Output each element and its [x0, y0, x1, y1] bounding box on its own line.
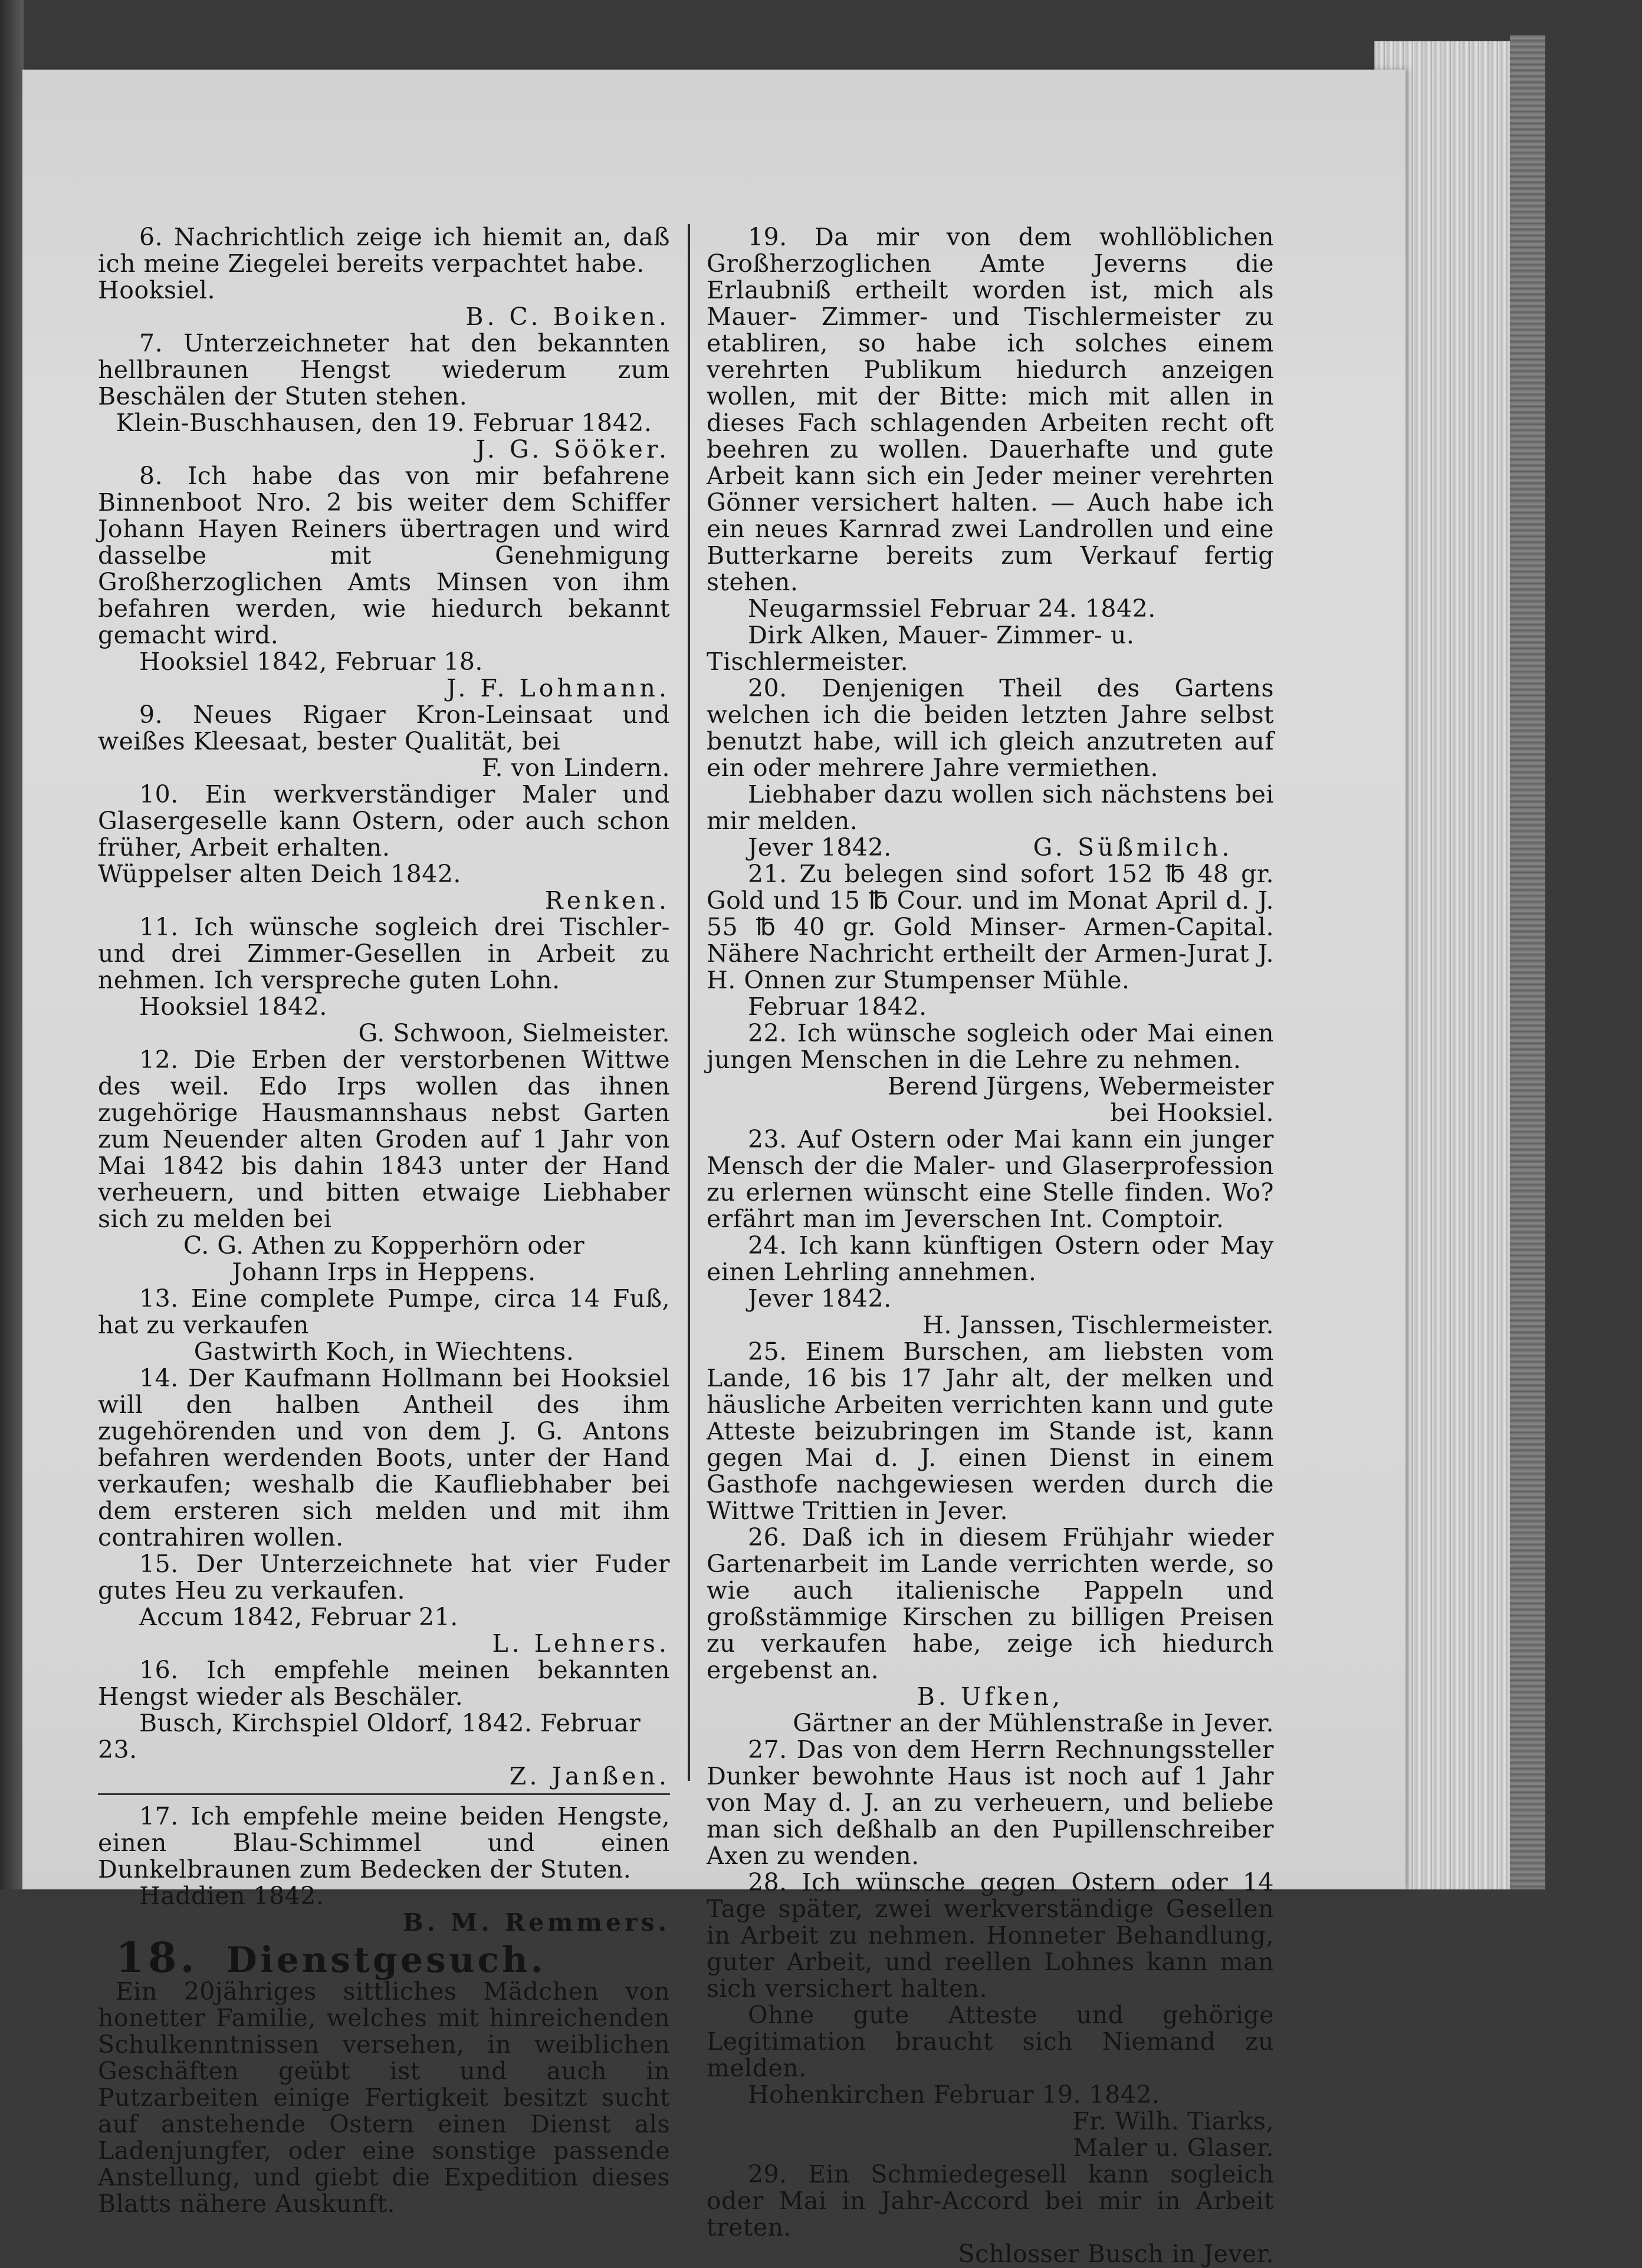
ad-10-text: 10. Ein werkverständiger Maler und Glasergeselle kann Ostern, oder auch schon früher, Arbeit erhalten. — [98, 780, 670, 862]
ad-26-signature-1: B. Ufken, — [917, 1682, 1064, 1711]
ad-22-signature-2: bei Hooksiel. — [1110, 1099, 1274, 1127]
right-column — [707, 224, 1274, 2267]
left-column — [98, 224, 670, 2217]
ad-12-signature-2: Johann Irps in Heppens. — [232, 1258, 536, 1286]
ad-21-place: Februar 1842. — [748, 992, 927, 1021]
ad-13-text: 13. Eine complete Pumpe, circa 14 Fuß, hat zu verkaufen — [98, 1284, 670, 1339]
ad-28-signature-2: Maler u. Glaser. — [1073, 2134, 1274, 2162]
ad-23-text: 23. Auf Ostern oder Mai kann ein junger Mensch der die Maler- und Glaserprofession zu erlernen wünscht eine Stelle finden. Wo? erfährt man im Jeverschen Int. Comptoir. — [707, 1125, 1274, 1233]
ad-27-text: 27. Das von dem Herrn Rechnungssteller Dunker bewohnte Haus ist noch auf 1 Jahr von May d. J. an zu verheuern, und beliebe man sich deßhalb an den Pupillenschreiber Axen zu wenden. — [707, 1735, 1274, 1870]
ad-21-text: 21. Zu belegen sind sofort 152 ℔ 48 gr. Gold und 15 ℔ Cour. und im Monat April d. J. 55 ℔ 40 gr. Gold Minser- Armen-Capital. Nähere Nachricht ertheilt der Armen-Jurat J. H. Onnen zur Stumpenser Mühle. — [707, 860, 1274, 994]
ad-16-text: 16. Ich empfehle meinen bekannten Hengst wieder als Beschäler. — [98, 1656, 670, 1711]
ad-20-place — [707, 834, 1274, 861]
ad-24-text: 24. Ich kann künftigen Ostern oder May einen Lehrling annehmen. — [707, 1231, 1274, 1286]
ad-28-text: 28. Ich wünsche gegen Ostern oder 14 Tage später, zwei werkverständige Gesellen in Arbeit zu nehmen. Honneter Behandlung, guter Arbeit, und reellen Lohnes kann man sich versichert halten. — [707, 1868, 1274, 2003]
ad-12-signature-1: C. G. Athen zu Kopperhörn oder — [183, 1231, 585, 1260]
ad-14-text: 14. Der Kaufmann Hollmann bei Hooksiel will den halben Antheil des ihm zugehörenden und von dem J. G. Antons befahren werdenden Boots, unter der Hand verkaufen; weshalb die Kaufliebhaber bei dem ersteren sich melden und mit ihm contrahiren wollen. — [98, 1364, 670, 1552]
ad-11-text: 11. Ich wünsche sogleich drei Tischler- und drei Zimmer-Gesellen in Arbeit zu nehmen. Ich verspreche guten Lohn. — [98, 913, 670, 994]
ad-18-heading — [116, 1933, 670, 1982]
ad-24-signature: H. Janssen, Tischlermeister. — [922, 1311, 1274, 1339]
ad-6-signature: B. C. Boiken. — [465, 303, 670, 331]
ad-18-number: 18. — [116, 1933, 198, 1982]
newspaper-page — [22, 70, 1405, 2268]
ad-19-place: Neugarmssiel Februar 24. 1842. — [748, 594, 1156, 623]
ad-8-place: Hooksiel 1842, Februar 18. — [139, 647, 483, 676]
ad-17-place: Haddien 1842. — [139, 1882, 324, 1910]
ad-29-signature: Schlosser Busch in Jever. — [958, 2240, 1274, 2268]
ad-29-text: 29. Ein Schmiedegesell kann sogleich oder Mai in Jahr-Accord bei mir in Arbeit treten. — [707, 2160, 1274, 2241]
ad-24-place: Jever 1842. — [748, 1284, 892, 1313]
ad-6-text: 6. Nachrichtlich zeige ich hiemit an, daß ich meine Ziegelei bereits verpachtet habe. — [98, 223, 670, 278]
ad-11-signature: G. Schwoon, Sielmeister. — [358, 1019, 670, 1047]
ad-19-text: 19. Da mir von dem wohllöblichen Großherzoglichen Amte Jeverns die Erlaubniß ertheilt worden ist, mich als Mauer- Zimmer- und Tischlermeister zu etabliren, so habe ich solches einem verehrten Publikum hiedurch anzeigen wollen, mit der Bitte: mich mit allen in dieses Fach schlagenden Arbeiten recht oft beehren zu wollen. Dauerhafte und gute Arbeit kann sich ein Jeder meiner verehrten Gönner versichert halten. — Auch habe ich ein neues Karnrad zwei Landrollen und eine Butterkarne bereits zum Verkauf fertig stehen. — [707, 223, 1274, 596]
column-divider — [688, 224, 690, 1781]
ad-28-text-2: Ohne gute Atteste und gehörige Legitimation braucht sich Niemand zu melden. — [707, 2001, 1274, 2082]
ad-28-signature-1: Fr. Wilh. Tiarks, — [1072, 2107, 1274, 2135]
ad-9-signature: F. von Lindern. — [481, 754, 670, 782]
ad-28-place: Hohenkirchen Februar 19. 1842. — [748, 2080, 1160, 2109]
ad-16-place: Busch, Kirchspiel Oldorf, 1842. Februar 23. — [98, 1709, 641, 1764]
ad-20-signature: G. Süßmilch. — [1033, 833, 1233, 862]
ad-19-signature: Dirk Alken, Mauer- Zimmer- u. Tischlermeister. — [707, 621, 1135, 676]
book-cover-edge — [1510, 35, 1545, 1889]
ad-8-text: 8. Ich habe das von mir befahrene Binnenboot Nro. 2 bis weiter dem Schiffer Johann Hayen Reiners übertragen und wird dasselbe mit Genehmigung Großherzoglichen Amts Minsen von ihm befahren werden, wie hiedurch bekannt gemacht wird. — [98, 462, 670, 649]
ad-18-title: Dienstgesuch. — [226, 1940, 546, 1981]
ad-12-text: 12. Die Erben der verstorbenen Wittwe des weil. Edo Irps wollen das ihnen zugehörige Hausmannshaus nebst Garten zum Neuender alten Groden auf 1 Jahr von Mai 1842 bis dahin 1843 unter der Hand verheuern, und bitten etwaige Liebhaber sich zu melden bei — [98, 1046, 670, 1233]
ad-17-text: 17. Ich empfehle meine beiden Hengste, einen Blau-Schimmel und einen Dunkelbraunen zum Bedecken der Stuten. — [98, 1802, 670, 1884]
ad-7-place: Klein-Buschhausen, den 19. Februar 1842. — [116, 409, 652, 437]
ad-20-text: 20. Denjenigen Theil des Gartens welchen ich die beiden letzten Jahre selbst benutzt habe, will ich gleich anzutreten auf ein oder mehrere Jahre vermiethen. — [707, 674, 1274, 782]
ad-8-signature: J. F. Lohmann. — [446, 674, 670, 702]
ad-17-signature: B. M. Remmers. — [402, 1908, 670, 1937]
ad-16-signature: Z. Janßen. — [509, 1762, 670, 1790]
section-divider — [98, 1793, 670, 1795]
ad-26-signature-2: Gärtner an der Mühlenstraße in Jever. — [793, 1709, 1274, 1737]
ad-15-text: 15. Der Unterzeichnete hat vier Fuder gutes Heu zu verkaufen. — [98, 1550, 670, 1605]
ad-20-text-2: Liebhaber dazu wollen sich nächstens bei mir melden. — [707, 780, 1274, 835]
ad-15-signature: L. Lehners. — [492, 1629, 670, 1658]
ad-22-text: 22. Ich wünsche sogleich oder Mai einen jungen Menschen in die Lehre zu nehmen. — [707, 1019, 1274, 1074]
ad-20-place-text: Jever 1842. — [748, 833, 892, 862]
ad-7-text: 7. Unterzeichneter hat den bekannten hellbraunen Hengst wiederum zum Beschälen der Stuten stehen. — [98, 329, 670, 410]
ad-7-signature: J. G. Sööker. — [475, 435, 670, 464]
ad-18-text: Ein 20jähriges sittliches Mädchen von honetter Familie, welches mit hinreichenden Schulkenntnissen versehen, in weiblichen Geschäften geübt ist und auch in Putzarbeiten einige Fertigkeit besitzt sucht auf anstehende Ostern einen Dienst als Ladenjungfer, oder eine sonstige passende Anstellung, und giebt die Expedition dieses Blatts nähere Auskunft. — [98, 1977, 670, 2218]
ad-10-place: Wüppelser alten Deich 1842. — [98, 860, 461, 888]
ad-9-text: 9. Neues Rigaer Kron-Leinsaat und weißes Kleesaat, bester Qualität, bei — [98, 701, 670, 755]
ad-25-text: 25. Einem Burschen, am liebsten vom Lande, 16 bis 17 Jahr alt, der melken und häusliche Arbeiten verrichten kann und gute Atteste beizubringen im Stande ist, kann gegen Mai d. J. einen Dienst in einem Gasthofe nachgewiesen werden durch die Wittwe Trittien in Jever. — [707, 1337, 1274, 1525]
ad-10-signature: Renken. — [544, 886, 670, 915]
ad-11-place: Hooksiel 1842. — [139, 992, 327, 1021]
ad-26-text: 26. Daß ich in diesem Frühjahr wieder Gartenarbeit im Lande verrichten werde, so wie auch italienische Pappeln und großstämmige Kirschen zu billigen Preisen zu verkaufen habe, zeige ich hiedurch ergebenst an. — [707, 1523, 1274, 1684]
scan-background-left — [0, 0, 24, 1889]
ad-15-place: Accum 1842, Februar 21. — [139, 1603, 458, 1631]
ad-6-place: Hooksiel. — [98, 276, 216, 304]
ad-13-signature: Gastwirth Koch, in Wiechtens. — [193, 1337, 574, 1366]
ad-22-signature-1: Berend Jürgens, Webermeister — [887, 1072, 1274, 1100]
